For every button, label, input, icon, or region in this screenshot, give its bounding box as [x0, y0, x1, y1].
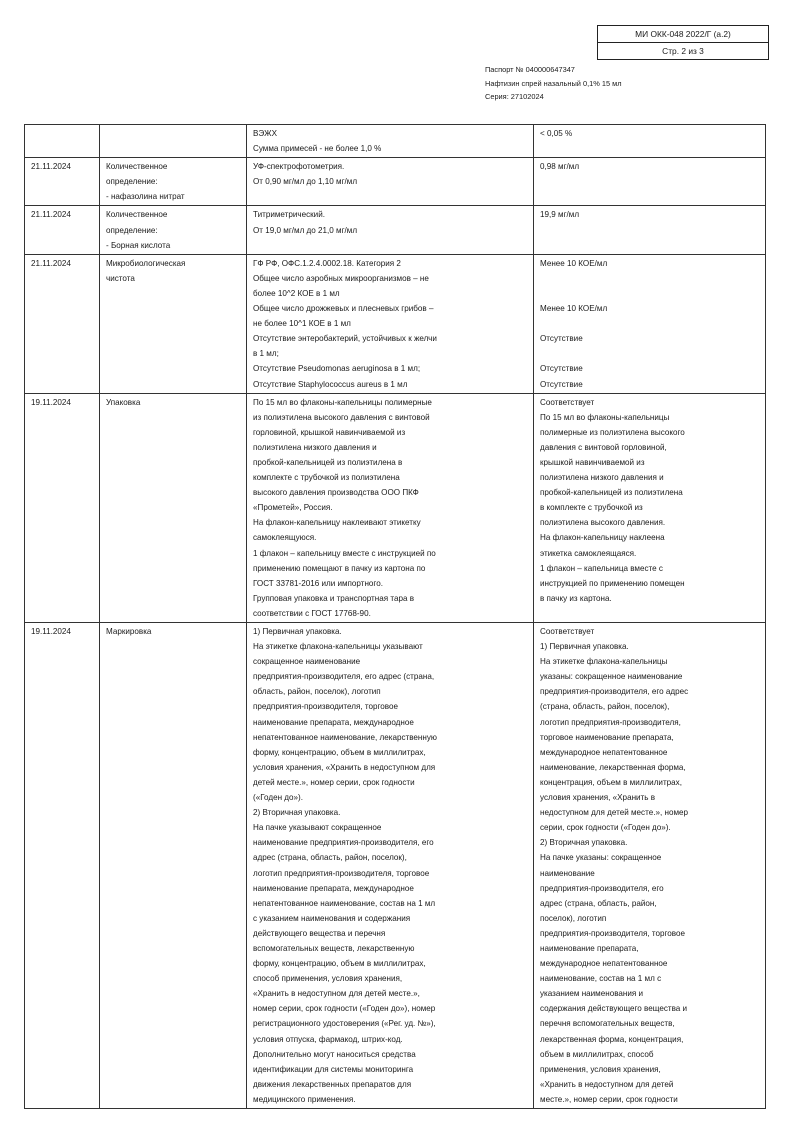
test-specification-line: ГОСТ 33781-2016 или импортного. — [253, 578, 383, 588]
test-indicator-line: Упаковка — [106, 397, 141, 407]
test-result-line — [540, 286, 759, 301]
table-row — [25, 158, 766, 206]
test-specification-line: На этикетке флакона-капельницы указывают — [253, 642, 423, 652]
test-result-line: указанием наименования и — [540, 989, 644, 999]
test-result-line: Отсутствие — [540, 334, 583, 344]
test-specification-line: Отсутствие энтеробактерий, устойчивых к желчи — [253, 334, 437, 344]
test-specification-line: наименование предприятия-производителя, его — [253, 838, 434, 848]
test-specification-line: предприятия-производителя, торговое — [253, 702, 398, 712]
test-specification-line: форму, концентрацию, объем в миллилитрах, — [253, 959, 426, 969]
test-specification — [247, 125, 534, 158]
test-result-line: наименование — [540, 868, 595, 878]
test-indicator — [100, 158, 247, 206]
test-specification-line: По 15 мл во флаконы-капельницы полимерные — [253, 397, 432, 407]
test-result-line: серии, срок годности («Годен до»). — [540, 823, 671, 833]
test-result-line: На этикетке флакона-капельницы — [540, 657, 668, 667]
test-result — [534, 254, 766, 393]
passport-number: Паспорт № 040000647347 — [485, 65, 575, 74]
test-specification-line: номер серии, срок годности («Годен до»), номер — [253, 1004, 436, 1014]
test-indicator-line: определение: — [106, 177, 158, 187]
test-indicator-line: Количественное — [106, 210, 168, 220]
test-specification-line: («Годен до»). — [253, 793, 303, 803]
test-result-line: поселок), логотип — [540, 913, 607, 923]
test-result-line: логотип предприятия-производителя, — [540, 717, 681, 727]
test-specification-line: Отсутствие Staphylococcus aureus в 1 мл — [253, 379, 408, 389]
test-date: 19.11.2024 — [25, 393, 100, 622]
test-result-line: в пачку из картона. — [540, 593, 612, 603]
test-specification-line: условия отпуска, фармакод, штрих-код. — [253, 1034, 403, 1044]
test-specification-line: Отсутствие Pseudomonas aeruginosa в 1 мл; — [253, 364, 421, 374]
test-result-line: 2) Вторичная упаковка. — [540, 838, 628, 848]
test-specification-line: Групповая упаковка и транспортная тара в — [253, 593, 415, 603]
test-result-line: < 0,05 % — [540, 129, 573, 138]
table-row — [25, 623, 766, 1109]
test-result-line: содержания действующего вещества и — [540, 1004, 688, 1014]
test-specification-line: На флакон-капельницу наклеивают этикетку — [253, 518, 421, 528]
product-name: Нафтизин спрей назальный 0,1% 15 мл — [485, 78, 622, 88]
test-specification-line: область, район, поселок), логотип — [253, 687, 381, 697]
test-result — [534, 158, 766, 206]
test-result-line: 1) Первичная упаковка. — [540, 642, 629, 652]
test-specification-line: применению помещают в пачку из картона по — [253, 563, 426, 573]
test-result-line: «Хранить в недоступном для детей — [540, 1079, 674, 1089]
test-specification-line: наименование препарата, международное — [253, 717, 414, 727]
test-specification-line: предприятия-производителя, его адрес (страна, — [253, 672, 435, 682]
test-results-table — [24, 124, 766, 1109]
test-result-line: международное непатентованное — [540, 747, 668, 757]
test-result-line: Менее 10 КОЕ/мл — [540, 258, 608, 268]
test-indicator-line: Маркировка — [106, 627, 152, 636]
test-result-line: наименование, лекарственная форма, — [540, 762, 686, 772]
test-result-line: перечня вспомогательных веществ, — [540, 1019, 675, 1029]
test-specification-line: непатентованное наименование, состав на 1 мл — [253, 898, 436, 908]
test-result-line: недоступном для детей месте.», номер — [540, 808, 689, 818]
test-specification-line: Общее число дрожжевых и плесневых грибов – — [253, 304, 434, 314]
test-result-line: международное непатентованное — [540, 959, 668, 969]
test-specification-line: условия хранения, «Хранить в недоступном для — [253, 762, 436, 772]
test-result-line: Отсутствие — [540, 364, 583, 374]
test-result-line: адрес (страна, область, район, — [540, 898, 657, 908]
test-specification-line: Общее число аэробных микроорганизмов – не — [253, 273, 429, 283]
test-specification-line: горловиной, крышкой навинчиваемой из — [253, 427, 406, 437]
test-date: 19.11.2024 — [25, 623, 100, 1109]
test-specification-line: не более 10^1 КОЕ в 1 мл — [253, 319, 351, 329]
test-result-line: предприятия-производителя, его адрес — [540, 687, 689, 697]
test-result-line: Соответствует — [540, 627, 595, 636]
test-result-line: На пачке указаны: сокращенное — [540, 853, 662, 863]
test-result-line: этикетка самоклеящаяся. — [540, 548, 637, 558]
test-result-line: лекарственная форма, концентрация, — [540, 1034, 684, 1044]
test-result-line: крышкой навинчиваемой из — [540, 457, 645, 467]
document-code: МИ ОКК-048 2022/Г (а.2) — [598, 26, 769, 43]
test-result-line: условия хранения, «Хранить в — [540, 793, 656, 803]
test-result — [534, 623, 766, 1109]
test-indicator-line: - нафазолина нитрат — [106, 192, 185, 202]
test-result-line: объем в миллилитрах, способ — [540, 1049, 654, 1059]
test-specification-line: комплекте с трубочкой из полиэтилена — [253, 473, 400, 483]
test-specification-line: более 10^2 КОЕ в 1 мл — [253, 288, 340, 298]
test-specification-line: в 1 мл; — [253, 349, 279, 359]
test-specification-line: детей месте.», номер серии, срок годности — [253, 777, 415, 787]
passport-info — [485, 63, 622, 104]
test-result-line: давления с винтовой горловиной, — [540, 442, 667, 452]
test-result-line: указаны: сокращенное наименование — [540, 672, 683, 682]
test-specification-line: 1 флакон – капельницу вместе с инструкцией по — [253, 548, 436, 558]
test-result-line: предприятия-производителя, торговое — [540, 928, 685, 938]
test-result — [534, 125, 766, 158]
test-specification-line: регистрационного удостоверения («Рег. уд. №»), — [253, 1019, 436, 1029]
test-result-line: 19,9 мг/мл — [540, 210, 580, 220]
test-result-line: полимерные из полиэтилена высокого — [540, 427, 685, 437]
test-indicator — [100, 125, 247, 158]
test-result-line: концентрация, объем в миллилитрах, — [540, 777, 682, 787]
test-result-line — [540, 271, 759, 286]
test-result-line: Отсутствие — [540, 379, 583, 389]
test-specification-line: Титриметрический. — [253, 210, 325, 220]
test-result — [534, 393, 766, 622]
test-specification-line: «Прометей», Россия. — [253, 503, 333, 513]
test-date: 21.11.2024 — [25, 158, 100, 206]
test-specification — [247, 623, 534, 1109]
test-result-line: По 15 мл во флаконы-капельницы — [540, 412, 670, 422]
test-indicator — [100, 393, 247, 622]
table-row — [25, 206, 766, 254]
test-specification-line: из полиэтилена высокого давления с винтовой — [253, 412, 430, 422]
document-code-box — [597, 25, 769, 60]
test-result-line: наименование препарата, — [540, 943, 639, 953]
test-specification-line: высокого давления производства ООО ПКФ — [253, 488, 419, 498]
test-specification-line: логотип предприятия-производителя, торговое — [253, 868, 430, 878]
test-specification-line: движения лекарственных препаратов для — [253, 1079, 412, 1089]
test-indicator-line: - Борная кислота — [106, 240, 171, 250]
test-result-line: Соответствует — [540, 397, 595, 407]
test-date: 21.11.2024 — [25, 206, 100, 254]
test-result-line — [540, 346, 759, 361]
test-indicator — [100, 206, 247, 254]
test-specification — [247, 254, 534, 393]
test-indicator-line: определение: — [106, 225, 158, 235]
test-specification-line: ГФ РФ, ОФС.1.2.4.0002.18. Категория 2 — [253, 258, 401, 268]
table-row — [25, 125, 766, 158]
test-result-line — [540, 316, 759, 331]
test-result-line: в комплекте с трубочкой из — [540, 503, 643, 513]
test-date: 21.11.2024 — [25, 254, 100, 393]
page-number: Стр. 2 из 3 — [598, 43, 769, 60]
table-row — [25, 254, 766, 393]
test-indicator — [100, 623, 247, 1109]
test-indicator-line: чистота — [106, 273, 135, 283]
test-indicator-line: Количественное — [106, 162, 168, 172]
test-result-line: торговое наименование препарата, — [540, 732, 674, 742]
test-result-line: (страна, область, район, поселок), — [540, 702, 670, 712]
test-result — [534, 206, 766, 254]
test-indicator-line: Микробиологическая — [106, 258, 186, 268]
test-specification — [247, 393, 534, 622]
test-result-line: применения, условия хранения, — [540, 1064, 661, 1074]
test-specification-line: «Хранить в недоступном для детей месте.», — [253, 989, 420, 999]
test-specification-line: От 19,0 мг/мл до 21,0 мг/мл — [253, 225, 358, 235]
test-result-line: 1 флакон – капельница вместе с — [540, 563, 663, 573]
series-number: Серия: 27102024 — [485, 92, 544, 101]
test-result-line: полиэтилена высокого давления. — [540, 518, 666, 528]
test-specification-line: самоклеящуюся. — [253, 533, 317, 543]
test-result-line: инструкцией по применению помещен — [540, 578, 685, 588]
test-specification-line: 2) Вторичная упаковка. — [253, 808, 341, 818]
test-specification-line: наименование препарата, международное — [253, 883, 414, 893]
test-specification-line: форму, концентрацию, объем в миллилитрах, — [253, 747, 426, 757]
test-result-line: пробкой-капельницей из полиэтилена — [540, 488, 683, 498]
test-result-line: Менее 10 КОЕ/мл — [540, 304, 608, 314]
test-specification-line: медицинского применения. — [253, 1094, 356, 1104]
test-specification-line: идентификации для системы мониторинга — [253, 1064, 414, 1074]
test-specification-line: сокращенное наименование — [253, 657, 361, 667]
test-result-line: На флакон-капельницу наклеена — [540, 533, 665, 543]
test-specification-line: вспомогательных веществ, лекарственную — [253, 943, 415, 953]
test-specification-line: способ применения, условия хранения, — [253, 974, 403, 984]
test-specification-line: На пачке указывают сокращенное — [253, 823, 382, 833]
test-specification-line: непатентованное наименование, лекарственную — [253, 732, 437, 742]
test-specification-line: Дополнительно могут наноситься средства — [253, 1049, 416, 1059]
test-result-line: полиэтилена низкого давления и — [540, 473, 664, 483]
test-date — [25, 125, 100, 158]
table-row — [25, 393, 766, 622]
test-specification-line: От 0,90 мг/мл до 1,10 мг/мл — [253, 177, 358, 187]
test-result-line: 0,98 мг/мл — [540, 162, 580, 172]
test-specification-line: полиэтилена низкого давления и — [253, 442, 377, 452]
test-specification-line: с указанием наименования и содержания — [253, 913, 411, 923]
test-specification-line: соответствии с ГОСТ 17768-90. — [253, 608, 371, 618]
test-specification-line: пробкой-капельницей из полиэтилена в — [253, 457, 403, 467]
test-specification-line: 1) Первичная упаковка. — [253, 627, 342, 636]
test-specification-line: Сумма примесей - не более 1,0 % — [253, 144, 382, 154]
test-result-line: предприятия-производителя, его — [540, 883, 664, 893]
test-indicator — [100, 254, 247, 393]
test-specification-line: ВЭЖХ — [253, 129, 277, 138]
test-specification-line: УФ-спектрофотометрия. — [253, 162, 345, 172]
test-specification — [247, 206, 534, 254]
test-specification-line: действующего вещества и перечня — [253, 928, 386, 938]
test-specification — [247, 158, 534, 206]
test-result-line: наименование, состав на 1 мл с — [540, 974, 662, 984]
test-specification-line: адрес (страна, область, район, поселок), — [253, 853, 407, 863]
test-result-line: месте.», номер серии, срок годности — [540, 1094, 678, 1104]
